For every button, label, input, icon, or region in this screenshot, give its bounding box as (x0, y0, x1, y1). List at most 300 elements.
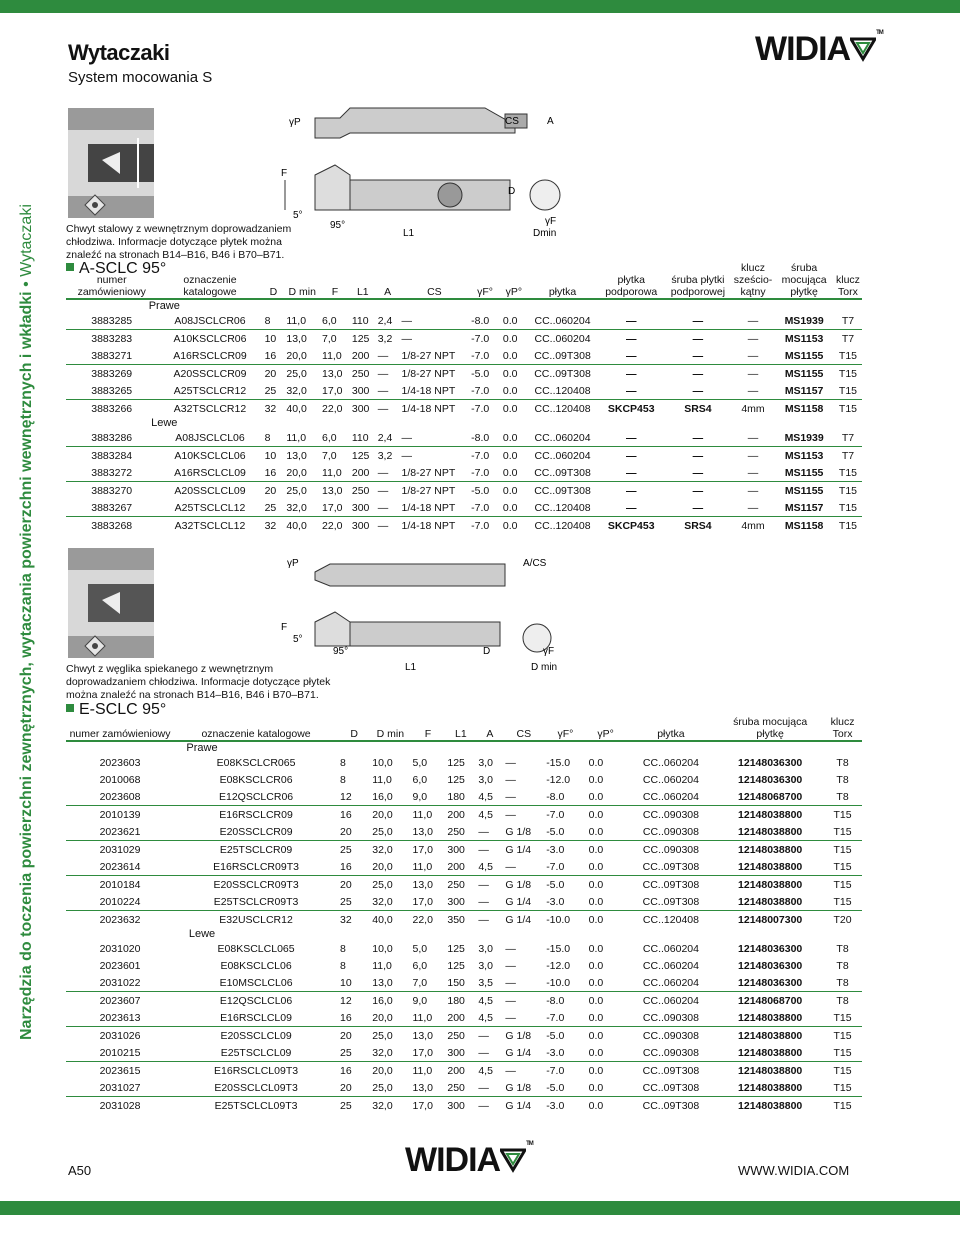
column-header: F (411, 716, 446, 741)
side-category-label: Narzędzia do toczenia powierzchni zewnętrznych, wytaczania powierzchni wewnętrznych i wkładki • Wytaczaki (18, 204, 35, 1040)
table-cell: MS1157 (784, 501, 824, 514)
table-cell: 16 (338, 806, 370, 824)
table-cell: 3883268 (66, 517, 157, 535)
table-cell: 6,0 (322, 431, 337, 444)
table-cell: A25TSCLCR12 (173, 384, 247, 397)
table-cell: 0.0 (588, 942, 604, 955)
table-cell: 13,0 (284, 330, 320, 348)
table-cell: 11,0 (411, 1062, 446, 1080)
table-cell: 3883269 (66, 365, 157, 383)
table-cell: — (664, 482, 732, 500)
table-cell: 20,0 (372, 1011, 393, 1024)
table-row (66, 940, 862, 957)
svg-text:D: D (508, 186, 516, 197)
svg-text:5°: 5° (293, 210, 303, 221)
table-cell: 2023613 (99, 1011, 141, 1024)
table-cell: — (376, 365, 400, 383)
table-cell: — (625, 314, 637, 327)
table-cell: — (505, 942, 516, 955)
table-cell: 13,0 (372, 976, 393, 989)
table-cell: 6,0 (412, 959, 428, 972)
table-cell: — (664, 365, 732, 383)
table-cell: -7.0 (544, 1062, 586, 1080)
table-cell: 200 (445, 806, 476, 824)
table-cell: 12148036300 (738, 773, 803, 786)
table-cell: 2010224 (99, 895, 141, 908)
table-cell: 32,0 (372, 895, 393, 908)
table-cell: MS1155 (784, 466, 824, 479)
table-cell: — (625, 501, 637, 514)
table-cell: CC..09T308 (625, 1097, 718, 1115)
table-cell: CC..090308 (642, 1011, 699, 1024)
table-cell: 16 (264, 466, 277, 479)
dimension-drawing-a (275, 100, 585, 240)
table-cell: 2023614 (99, 860, 141, 873)
table-cell: 0.0 (502, 431, 518, 444)
table-cell: 6,0 (412, 773, 428, 786)
table-cell: 32 (338, 911, 370, 929)
section-e-table (66, 716, 862, 1114)
group-row (66, 928, 862, 940)
table-cell: SRS4 (664, 400, 732, 418)
table-cell: 12148038800 (717, 841, 823, 859)
table-cell: — (400, 330, 470, 348)
table-cell: T15 (834, 365, 862, 383)
table-cell: 25,0 (284, 365, 320, 383)
table-cell: CC..120408 (534, 501, 591, 514)
table-cell: 3883265 (91, 384, 133, 397)
table-row (66, 771, 862, 788)
table-cell: -8.0 (471, 314, 490, 327)
table-cell: 8 (340, 942, 346, 955)
table-cell: 22,0 (320, 400, 350, 418)
table-cell: — (377, 349, 389, 362)
column-header: oznaczenie katalogowe (157, 262, 262, 299)
table-cell: — (747, 501, 759, 514)
table-cell: 16 (340, 1011, 352, 1024)
table-cell: 1/4-18 NPT (400, 400, 470, 418)
table-cell: E20SSCLCL09 (174, 1027, 338, 1045)
table-cell: 350 (445, 911, 476, 929)
table-cell: 2023615 (66, 1062, 174, 1080)
website-link[interactable]: WWW.WIDIA.COM (738, 1163, 850, 1178)
table-cell: T15 (823, 806, 862, 824)
table-cell: — (476, 1027, 503, 1045)
table-cell: CC..060204 (534, 314, 591, 327)
table-cell: 1/8-27 NPT (400, 482, 470, 500)
table-cell: 3883284 (66, 447, 157, 465)
table-cell: 1/4-18 NPT (400, 517, 470, 535)
table-cell: 11,0 (322, 349, 342, 362)
table-cell: — (598, 365, 664, 383)
table-cell: MS1158 (774, 400, 834, 418)
table-cell: 1/4-18 NPT (401, 384, 456, 397)
table-cell: 0.0 (588, 790, 604, 803)
group-row (66, 417, 862, 429)
table-cell: 0.0 (587, 841, 625, 859)
table-cell: — (478, 1081, 489, 1094)
table-cell: 12148036300 (738, 959, 803, 972)
table-cell: A16RSCLCR09 (173, 349, 247, 362)
table-cell: — (505, 1011, 516, 1024)
table-cell: 0.0 (502, 314, 518, 327)
table-cell: — (732, 330, 775, 348)
table-cell: -10.0 (544, 911, 586, 929)
table-cell: SKCP453 (598, 400, 664, 418)
table-cell: 125 (447, 959, 465, 972)
table-cell: CC..090308 (642, 825, 699, 838)
svg-text:F: F (281, 622, 288, 633)
table-cell: CC..120408 (625, 911, 718, 929)
table-cell: T15 (823, 1062, 862, 1080)
table-row (66, 858, 862, 876)
table-cell: 2010184 (66, 876, 174, 894)
table-cell: 12148038800 (717, 806, 823, 824)
table-cell: 0.0 (501, 365, 527, 383)
table-cell: T15 (838, 501, 858, 514)
table-cell: CC..060204 (625, 992, 718, 1010)
table-row (66, 957, 862, 974)
table-cell: SRS4 (664, 517, 732, 535)
table-cell: 0.0 (588, 860, 604, 873)
column-header: klucz Torx (823, 716, 862, 741)
svg-text:95°: 95° (333, 646, 349, 657)
table-cell: 7,0 (412, 976, 428, 989)
table-cell: 17,0 (411, 1097, 446, 1115)
table-cell: MS1157 (784, 384, 824, 397)
table-row (66, 347, 862, 365)
column-header: γP° (501, 262, 527, 299)
table-cell: G 1/4 (503, 841, 544, 859)
table-cell: E12QSCLCL06 (174, 992, 338, 1010)
svg-text:γF: γF (543, 646, 555, 657)
group-label: Prawe (186, 742, 218, 754)
table-cell: 17,0 (411, 841, 446, 859)
table-cell: 10 (340, 976, 352, 989)
table-cell: 3883266 (66, 400, 157, 418)
table-cell: 2010068 (99, 773, 141, 786)
table-cell: — (376, 400, 400, 418)
table-cell: -7.0 (469, 447, 501, 465)
table-cell: 12148038800 (738, 895, 803, 908)
table-cell: 0.0 (588, 1011, 604, 1024)
insert-icon-e (83, 634, 107, 658)
table-cell: -3.0 (544, 1097, 586, 1115)
table-cell: 2023603 (99, 756, 141, 769)
column-header: klucz sześcio- kątny (733, 262, 773, 298)
table-cell: CC..09T308 (534, 349, 591, 362)
table-cell: 13,0 (411, 876, 446, 894)
table-cell: — (732, 447, 775, 465)
table-cell: CC..090308 (625, 841, 718, 859)
svg-text:95°: 95° (330, 220, 346, 231)
table-cell: 12148036300 (738, 976, 803, 989)
table-row (66, 788, 862, 806)
table-row (66, 429, 862, 447)
table-cell: T15 (838, 384, 858, 397)
table-cell: 32 (263, 517, 285, 535)
table-cell: -5.0 (544, 1027, 586, 1045)
table-cell: -7.0 (469, 330, 501, 348)
table-cell: CC..060204 (642, 959, 699, 972)
svg-text:D: D (483, 646, 491, 657)
table-cell: A32TSCLCR12 (157, 400, 262, 418)
table-cell: 250 (350, 482, 376, 500)
table-cell: 125 (447, 942, 465, 955)
table-cell: — (692, 431, 704, 444)
column-header: γP° (587, 716, 625, 741)
table-cell: — (747, 384, 759, 397)
table-cell: 2031028 (66, 1097, 174, 1115)
svg-text:5°: 5° (293, 634, 303, 645)
group-label: Lewe (151, 417, 178, 429)
table-cell: 12148038800 (717, 1097, 823, 1115)
table-cell: 3,0 (478, 756, 493, 769)
table-cell: 25,0 (372, 825, 393, 838)
table-cell: 200 (447, 860, 465, 873)
table-cell: 12148038800 (738, 1046, 803, 1059)
table-cell: -12.0 (546, 959, 571, 972)
widia-logo-footer: WIDIA ™ (405, 1141, 533, 1179)
table-cell: 13,0 (320, 365, 350, 383)
table-cell: 17,0 (412, 1046, 433, 1059)
table-cell: 0.0 (587, 1062, 625, 1080)
table-cell: E16RSCLCR09T3 (213, 860, 299, 873)
table-cell: — (503, 806, 544, 824)
table-cell: MS1153 (774, 447, 834, 465)
table-cell: E25TSCLCL09 (220, 1046, 292, 1059)
table-cell: CC..120408 (527, 517, 599, 535)
table-cell: MS1155 (774, 365, 834, 383)
table-cell: — (376, 517, 400, 535)
table-cell: — (747, 466, 759, 479)
table-cell: 0.0 (587, 876, 625, 894)
group-row (66, 299, 862, 312)
table-cell: CC..090308 (642, 1046, 699, 1059)
table-cell: CC..060204 (642, 976, 699, 989)
table-cell: G 1/8 (503, 876, 544, 894)
table-cell: 2031020 (99, 942, 141, 955)
column-header: F (320, 262, 350, 299)
table-cell: — (376, 482, 400, 500)
table-cell: 1/8-27 NPT (400, 365, 470, 383)
svg-text:γF: γF (545, 216, 557, 227)
table-cell: 1/4-18 NPT (401, 501, 456, 514)
svg-text:CS: CS (505, 116, 519, 127)
column-header: CS (400, 262, 470, 299)
table-cell: E12QSCLCR06 (219, 790, 294, 803)
table-cell: -8.0 (471, 431, 490, 444)
table-cell: CC..09T308 (534, 466, 591, 479)
table-cell: 300 (445, 1097, 476, 1115)
table-row (66, 447, 862, 465)
table-cell: 11,0 (412, 860, 433, 873)
table-cell: 250 (350, 365, 376, 383)
table-cell: — (664, 330, 732, 348)
table-cell: MS1939 (784, 314, 824, 327)
table-cell: — (625, 384, 637, 397)
table-cell: 0.0 (588, 959, 604, 972)
table-cell: 2023621 (99, 825, 141, 838)
table-cell: T15 (823, 876, 862, 894)
table-row (66, 365, 862, 383)
table-cell: 20,0 (286, 466, 307, 479)
table-cell: T15 (823, 841, 862, 859)
table-cell: 20 (338, 1027, 370, 1045)
table-cell: T7 (841, 431, 855, 444)
table-cell: — (503, 992, 544, 1010)
table-cell: 4mm (732, 517, 775, 535)
table-cell: 0.0 (587, 1097, 625, 1115)
group-label: Lewe (188, 928, 216, 940)
page-number: A50 (68, 1163, 92, 1178)
table-cell: E20SSCLCL09T3 (214, 1081, 298, 1094)
table-cell: 40,0 (284, 400, 320, 418)
table-cell: CC..09T308 (527, 365, 599, 383)
table-cell: T8 (836, 756, 849, 769)
table-row (66, 499, 862, 517)
table-row (66, 754, 862, 771)
table-cell: 25 (264, 384, 277, 397)
table-cell: 25 (340, 1046, 352, 1059)
table-cell: 2031026 (66, 1027, 174, 1045)
table-cell: — (732, 482, 775, 500)
table-cell: 11,0 (412, 1011, 433, 1024)
table-cell: 180 (447, 790, 465, 803)
table-cell: CC..090308 (625, 806, 718, 824)
table-cell: 25,0 (370, 1027, 410, 1045)
table-cell: T7 (834, 447, 862, 465)
table-cell: 3883272 (91, 466, 133, 479)
table-cell: T15 (833, 1081, 852, 1094)
table-cell: — (505, 976, 516, 989)
table-cell: 17,0 (412, 895, 433, 908)
table-row (66, 312, 862, 330)
table-cell: 0.0 (587, 911, 625, 929)
table-cell: SKCP453 (598, 517, 664, 535)
table-cell: 10 (263, 447, 285, 465)
table-cell: — (747, 349, 759, 362)
table-cell: -12.0 (546, 773, 571, 786)
table-cell: 1/8-27 NPT (401, 349, 456, 362)
table-row (66, 992, 862, 1010)
table-cell: 3,0 (478, 773, 493, 786)
table-cell: 8 (340, 773, 346, 786)
table-cell: 8 (264, 431, 271, 444)
table-cell: 11,0 (322, 466, 342, 479)
column-header: L1 (445, 716, 476, 741)
table-cell: 3883283 (66, 330, 157, 348)
table-cell: A08JSCLCL06 (175, 431, 245, 444)
table-cell: — (505, 756, 516, 769)
table-cell: 2023607 (66, 992, 174, 1010)
table-row (66, 876, 862, 894)
table-cell: — (692, 349, 704, 362)
table-cell: — (476, 841, 503, 859)
column-header: płytka (625, 716, 718, 741)
column-header: A (376, 262, 400, 299)
table-cell: — (505, 773, 516, 786)
table-cell: -3.0 (546, 895, 565, 908)
table-cell: 2031027 (99, 1081, 141, 1094)
table-cell: — (401, 431, 413, 444)
table-cell: T15 (833, 1046, 852, 1059)
table-cell: 4,5 (478, 860, 493, 873)
table-cell: MS1153 (774, 330, 834, 348)
table-cell: 12 (338, 992, 370, 1010)
table-cell: 200 (445, 1062, 476, 1080)
table-cell: 110 (351, 431, 369, 444)
table-row (66, 806, 862, 824)
section-e-note: Chwyt z węglika spiekanego z wewnętrznym doprowadzaniem chłodziwa. Informacje dotyczące płytek można znaleźć na stronach B14–B16, B46 i B70–B71. (66, 663, 331, 701)
top-color-bar (0, 0, 960, 13)
table-cell: E08KSCLCR06 (219, 773, 293, 786)
table-cell: — (747, 314, 759, 327)
table-cell: 300 (350, 517, 376, 535)
table-cell: — (476, 1097, 503, 1115)
table-cell: 6,0 (322, 314, 337, 327)
svg-text:A: A (547, 116, 554, 127)
table-cell: 12148038800 (738, 1011, 803, 1024)
table-row (66, 1009, 862, 1027)
table-cell: MS1155 (784, 349, 824, 362)
table-cell: 12148036300 (738, 942, 803, 955)
table-cell: 20,0 (370, 1062, 410, 1080)
table-cell: 4,5 (478, 1011, 493, 1024)
table-cell: T15 (833, 1011, 852, 1024)
table-cell: E25TSCLCL09T3 (174, 1097, 338, 1115)
table-cell: A25TSCLCL12 (174, 501, 246, 514)
table-cell: 20,0 (286, 349, 307, 362)
table-cell: -8.0 (544, 992, 586, 1010)
svg-text:L1: L1 (405, 662, 417, 673)
table-cell: -3.0 (544, 841, 586, 859)
table-cell: CC..09T308 (642, 1081, 700, 1094)
table-cell: CC..060204 (527, 447, 599, 465)
table-cell: 3,5 (478, 976, 493, 989)
table-cell: E20SSCLCR09 (219, 825, 293, 838)
boring-bar-photo-e (68, 548, 154, 658)
table-cell: 2,4 (377, 431, 393, 444)
table-cell: E08KSCLCL065 (217, 942, 295, 955)
table-cell: — (401, 314, 413, 327)
section-a-title: A-SCLC 95° (66, 260, 166, 278)
table-row (66, 464, 862, 482)
table-cell: 32,0 (370, 841, 410, 859)
table-cell: — (692, 314, 704, 327)
table-cell: G 1/4 (503, 1097, 544, 1115)
table-cell: T8 (823, 992, 862, 1010)
table-cell: 10,0 (372, 756, 393, 769)
table-cell: 12148038800 (738, 825, 803, 838)
table-cell: 0.0 (587, 992, 625, 1010)
table-cell: -7.0 (469, 517, 501, 535)
table-cell: 0.0 (588, 1046, 604, 1059)
table-cell: -7.0 (546, 1011, 565, 1024)
table-cell: 0.0 (588, 773, 604, 786)
column-header: CS (503, 716, 544, 741)
column-header: śruba płytki podporowej (664, 262, 732, 299)
column-header: płytka podporowa (598, 262, 664, 299)
table-cell: 125 (350, 447, 376, 465)
table-cell: 1/8-27 NPT (401, 466, 456, 479)
table-cell: 10 (263, 330, 285, 348)
table-header-row (66, 262, 862, 299)
table-cell: T8 (836, 773, 849, 786)
table-cell: CC..120408 (534, 384, 591, 397)
table-cell: 25 (340, 895, 352, 908)
table-cell: -5.0 (546, 1081, 565, 1094)
